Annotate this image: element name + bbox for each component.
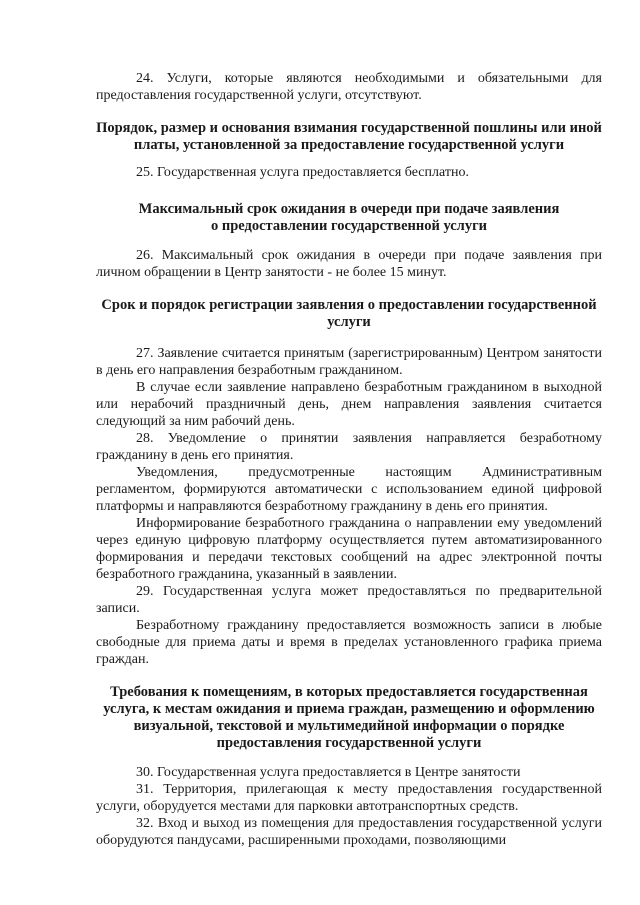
paragraph-29: 29. Государственная услуга может предоставляться по предварительной записи. bbox=[96, 584, 602, 616]
heading-registration: Срок и порядок регистрации заявления о предоставлении государственной услуги bbox=[101, 297, 597, 330]
paragraph-26: 26. Максимальный срок ожидания в очереди при подаче заявления при личном обращении в Центр занятости - не более 15 минут. bbox=[96, 248, 602, 280]
paragraph-29-b: Безработному гражданину предоставляется возможность записи в любые свободные для приема даты и время в пределах установленного графика приема граждан. bbox=[96, 618, 602, 667]
heading-wait-block bbox=[96, 201, 602, 235]
paragraph-30: 30. Государственная услуга предоставляется в Центре занятости bbox=[136, 765, 521, 780]
paragraph-32: 32. Вход и выход из помещения для предоставления государственной услуги оборудуются пандусами, расширенными проходами, позволяющими bbox=[96, 816, 602, 848]
heading-premises: Требования к помещениям, в которых предоставляется государственная услуга, к местам ожидания и приема граждан, размещению и оформлению визуальной, текстовой и мультимедийной информации о порядке предоставления государственной услуги bbox=[103, 684, 595, 751]
document-body bbox=[96, 70, 602, 849]
paragraph-25: 25. Государственная услуга предоставляется бесплатно. bbox=[136, 165, 469, 180]
paragraph-28-b: Уведомления, предусмотренные настоящим Административным регламентом, формируются автоматически с использованием единой цифровой платформы и направляются безработному гражданину в день его принятия. bbox=[96, 465, 602, 514]
heading-wait-line1: Максимальный срок ожидания в очереди при подаче заявления bbox=[138, 201, 560, 217]
heading-fee: Порядок, размер и основания взимания государственной пошлины или иной платы, установленной за предоставление государственной услуги bbox=[96, 120, 602, 153]
paragraph-27-b: В случае если заявление направлено безработным гражданином в выходной или нерабочий праздничный день, днем направления заявления считается следующий за ним рабочий день. bbox=[96, 380, 602, 429]
heading-wait-line2: о предоставлении государственной услуги bbox=[210, 218, 488, 234]
paragraph-24: 24. Услуги, которые являются необходимыми и обязательными для предоставления государственной услуги, отсутствуют. bbox=[96, 71, 602, 103]
paragraph-31: 31. Территория, прилегающая к месту предоставления государственной услуги, оборудуется местами для парковки автотранспортных средств. bbox=[96, 782, 602, 814]
paragraph-28: 28. Уведомление о принятии заявления направляется безработному гражданину в день его принятия. bbox=[96, 431, 602, 463]
paragraph-28-c: Информирование безработного гражданина о направлении ему уведомлений через единую цифровую платформу осуществляется путем автоматизированного формирования и передачи текстовых сообщений на адрес электронной почты безработного гражданина, указанный в заявлении. bbox=[96, 516, 602, 582]
paragraph-27: 27. Заявление считается принятым (зарегистрированным) Центром занятости в день его направления безработным гражданином. bbox=[96, 346, 602, 378]
